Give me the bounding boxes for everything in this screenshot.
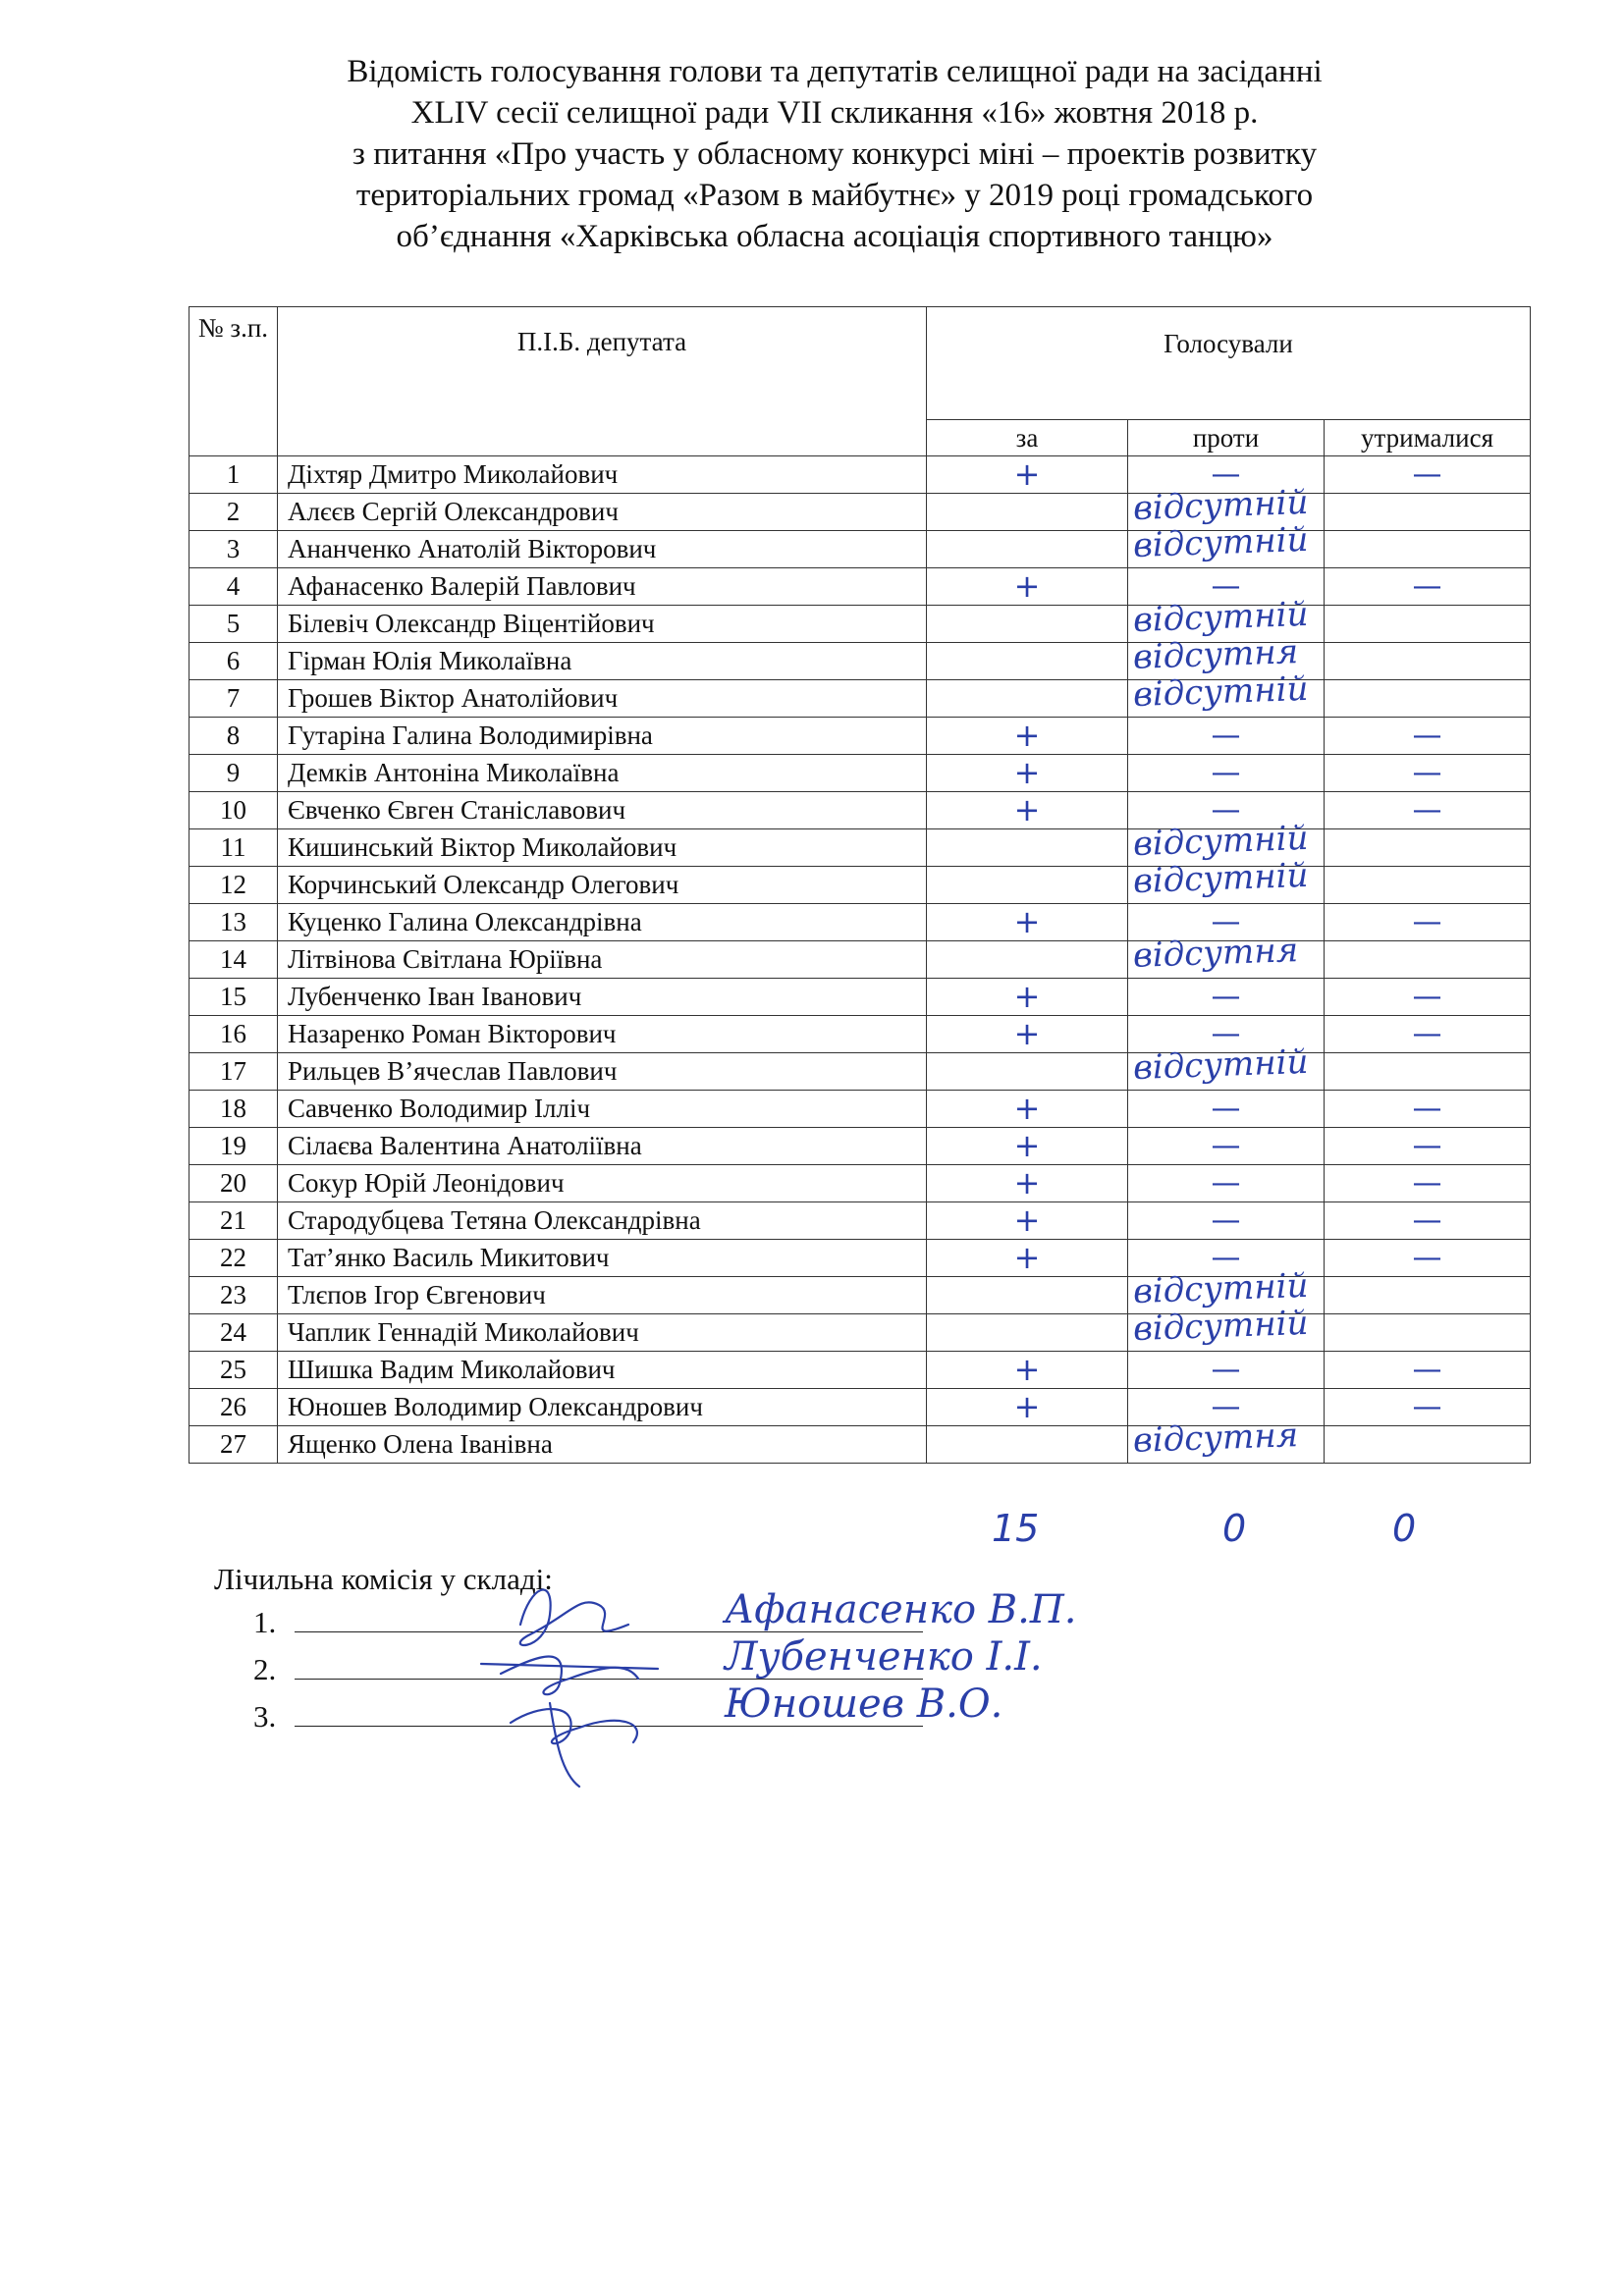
deputy-name: Алєєв Сергій Олександрович — [278, 494, 927, 531]
vote-against-cell — [1128, 1352, 1325, 1389]
vote-for-cell — [927, 1016, 1128, 1053]
vote-abstained-cell — [1325, 494, 1531, 531]
dash-mark: — — [1211, 756, 1241, 790]
plus-mark: + — [1013, 1127, 1041, 1164]
deputy-name: Літвінова Світлана Юріївна — [278, 941, 927, 979]
total-against: 0 — [1222, 1507, 1247, 1550]
row-number: 22 — [189, 1240, 278, 1277]
plus-mark: + — [1013, 791, 1041, 828]
vote-abstained-cell — [1325, 718, 1531, 755]
absent-handwritten-mark: відсутній — [1131, 818, 1309, 864]
dash-mark: — — [1211, 719, 1241, 753]
header-against: проти — [1128, 420, 1325, 456]
absent-handwritten-mark: відсутній — [1131, 1303, 1309, 1349]
vote-against-cell — [1128, 1165, 1325, 1202]
absent-handwritten-mark: відсутній — [1131, 668, 1309, 715]
vote-for-cell — [927, 1091, 1128, 1128]
dash-mark: — — [1211, 1241, 1241, 1275]
vote-abstained-cell — [1325, 1352, 1531, 1389]
table-row — [189, 755, 1531, 792]
member-name: Афанасенко В.П. — [725, 1587, 1077, 1632]
vote-for-cell — [927, 1128, 1128, 1165]
row-number: 9 — [189, 755, 278, 792]
deputy-name: Тат’янко Василь Микитович — [278, 1240, 927, 1277]
vote-for-cell — [927, 979, 1128, 1016]
vote-abstained-cell — [1325, 1277, 1531, 1314]
vote-for-cell — [927, 1240, 1128, 1277]
row-number: 3 — [189, 531, 278, 568]
vote-abstained-cell — [1325, 1202, 1531, 1240]
row-number: 15 — [189, 979, 278, 1016]
title-line: територіальних громад «Разом в майбутнє» у 2019 році громадського — [355, 178, 1314, 213]
row-number: 12 — [189, 867, 278, 904]
table-row — [189, 1314, 1531, 1352]
table-row — [189, 1277, 1531, 1314]
dash-mark: — — [1412, 793, 1442, 828]
row-number: 13 — [189, 904, 278, 941]
table-row — [189, 1091, 1531, 1128]
plus-mark: + — [1013, 1201, 1041, 1239]
vote-for-cell — [927, 1165, 1128, 1202]
vote-for-cell — [927, 1352, 1128, 1389]
plus-mark: + — [1013, 1388, 1041, 1425]
table-row — [189, 1389, 1531, 1426]
vote-abstained-cell — [1325, 1128, 1531, 1165]
row-number: 2 — [189, 494, 278, 531]
deputy-name: Кишинський Віктор Миколайович — [278, 829, 927, 867]
row-number: 10 — [189, 792, 278, 829]
title-line: об’єднання «Харківська обласна асоціація спортивного танцю» — [396, 219, 1273, 254]
vote-abstained-cell — [1325, 1389, 1531, 1426]
dash-mark: — — [1412, 1203, 1442, 1238]
vote-abstained-cell — [1325, 792, 1531, 829]
row-number: 19 — [189, 1128, 278, 1165]
table-row — [189, 941, 1531, 979]
dash-mark: — — [1412, 1092, 1442, 1126]
deputy-name: Гірман Юлія Миколаївна — [278, 643, 927, 680]
deputy-name: Сокур Юрій Леонідович — [278, 1165, 927, 1202]
commission-label: Лічильна комісія у складі: — [214, 1562, 553, 1596]
title-line: XLIV сесії селищної ради VII скликання «16» жовтня 2018 р. — [410, 95, 1259, 131]
deputy-name: Гутаріна Галина Володимирівна — [278, 718, 927, 755]
row-number: 27 — [189, 1426, 278, 1464]
header-name: П.І.Б. депутата — [278, 307, 927, 456]
deputy-name: Білевіч Олександр Віцентійович — [278, 606, 927, 643]
plus-mark: + — [1013, 754, 1041, 791]
vote-abstained-cell — [1325, 643, 1531, 680]
row-number: 7 — [189, 680, 278, 718]
dash-mark: — — [1412, 569, 1442, 604]
vote-abstained-cell — [1325, 979, 1531, 1016]
header-num: № з.п. — [189, 307, 278, 456]
vote-abstained-cell — [1325, 904, 1531, 941]
table-row — [189, 904, 1531, 941]
title-line: Відомість голосування голови та депутатів селищної ради на засіданні — [347, 54, 1323, 89]
vote-abstained-cell — [1325, 1240, 1531, 1277]
row-number: 8 — [189, 718, 278, 755]
dash-mark: — — [1211, 457, 1241, 492]
deputy-name: Грошев Віктор Анатолійович — [278, 680, 927, 718]
vote-abstained-cell — [1325, 531, 1531, 568]
row-number: 6 — [189, 643, 278, 680]
deputy-name: Афанасенко Валерій Павлович — [278, 568, 927, 606]
deputy-name: Стародубцева Тетяна Олександрівна — [278, 1202, 927, 1240]
dash-mark: — — [1412, 980, 1442, 1014]
dash-mark: — — [1412, 1129, 1442, 1163]
table-row — [189, 606, 1531, 643]
row-number: 26 — [189, 1389, 278, 1426]
table-row — [189, 1016, 1531, 1053]
vote-abstained-cell — [1325, 606, 1531, 643]
vote-for-cell — [927, 1426, 1128, 1464]
table-row — [189, 979, 1531, 1016]
dash-mark: — — [1211, 569, 1241, 604]
deputy-name: Рильцев В’ячеслав Павлович — [278, 1053, 927, 1091]
dash-mark: — — [1412, 905, 1442, 939]
dash-mark: — — [1412, 1353, 1442, 1387]
row-number: 24 — [189, 1314, 278, 1352]
voting-table — [189, 306, 1531, 1464]
deputy-name: Шишка Вадим Миколайович — [278, 1352, 927, 1389]
table-row — [189, 829, 1531, 867]
row-number: 5 — [189, 606, 278, 643]
deputy-name: Корчинський Олександр Олегович — [278, 867, 927, 904]
dash-mark: — — [1211, 1092, 1241, 1126]
deputy-name: Ященко Олена Іванівна — [278, 1426, 927, 1464]
row-number: 23 — [189, 1277, 278, 1314]
header-for: за — [927, 420, 1128, 456]
absent-handwritten-mark: відсутній — [1131, 1265, 1309, 1311]
vote-for-cell — [927, 792, 1128, 829]
dash-mark: — — [1412, 756, 1442, 790]
vote-for-cell — [927, 1202, 1128, 1240]
table-row — [189, 1352, 1531, 1389]
table-row — [189, 643, 1531, 680]
plus-mark: + — [1013, 903, 1041, 940]
dash-mark: — — [1412, 1166, 1442, 1201]
plus-mark: + — [1013, 1090, 1041, 1127]
deputy-name: Ананченко Анатолій Вікторович — [278, 531, 927, 568]
table-row — [189, 1128, 1531, 1165]
table-row — [189, 494, 1531, 531]
vote-against-cell — [1128, 979, 1325, 1016]
vote-abstained-cell — [1325, 680, 1531, 718]
absent-handwritten-mark: відсутня — [1131, 1415, 1299, 1461]
row-number: 18 — [189, 1091, 278, 1128]
member-name: Юношев В.О. — [725, 1682, 1003, 1727]
vote-abstained-cell — [1325, 1016, 1531, 1053]
dash-mark: — — [1412, 457, 1442, 492]
vote-for-cell — [927, 829, 1128, 867]
plus-mark: + — [1013, 1239, 1041, 1276]
dash-mark: — — [1412, 1390, 1442, 1424]
vote-for-cell — [927, 1314, 1128, 1352]
vote-for-cell — [927, 494, 1128, 531]
table-row — [189, 1053, 1531, 1091]
plus-mark: + — [1013, 1351, 1041, 1388]
row-number: 21 — [189, 1202, 278, 1240]
plus-mark: + — [1013, 978, 1041, 1015]
row-number: 1 — [189, 456, 278, 494]
vote-against-cell — [1128, 755, 1325, 792]
table-row — [189, 867, 1531, 904]
vote-abstained-cell — [1325, 829, 1531, 867]
vote-for-cell — [927, 904, 1128, 941]
vote-for-cell — [927, 867, 1128, 904]
table-row — [189, 456, 1531, 494]
header-abstained: утрималися — [1325, 420, 1531, 456]
vote-for-cell — [927, 1053, 1128, 1091]
plus-mark: + — [1013, 717, 1041, 754]
table-row — [189, 1240, 1531, 1277]
title-line: з питання «Про участь у обласному конкурсі міні – проектів розвитку — [352, 136, 1318, 172]
table-row — [189, 531, 1531, 568]
table-row — [189, 792, 1531, 829]
dash-mark: — — [1211, 1166, 1241, 1201]
deputy-name: Сілаєва Валентина Анатоліївна — [278, 1128, 927, 1165]
vote-for-cell — [927, 941, 1128, 979]
row-number: 11 — [189, 829, 278, 867]
vote-against-cell — [1128, 1202, 1325, 1240]
table-row — [189, 1202, 1531, 1240]
deputy-name: Лубенченко Іван Іванович — [278, 979, 927, 1016]
deputy-name: Куценко Галина Олександрівна — [278, 904, 927, 941]
absent-handwritten-mark: відсутній — [1131, 1041, 1309, 1088]
deputy-name: Юношев Володимир Олександрович — [278, 1389, 927, 1426]
member-num: 1. — [253, 1605, 277, 1639]
vote-for-cell — [927, 1389, 1128, 1426]
plus-mark: + — [1013, 455, 1041, 493]
plus-mark: + — [1013, 567, 1041, 605]
dash-mark: — — [1211, 905, 1241, 939]
vote-abstained-cell — [1325, 941, 1531, 979]
table-row — [189, 680, 1531, 718]
member-num: 2. — [253, 1652, 277, 1686]
document-title — [196, 51, 1473, 257]
dash-mark: — — [1211, 793, 1241, 828]
vote-for-cell — [927, 643, 1128, 680]
absent-handwritten-mark: відсутній — [1131, 482, 1309, 528]
dash-mark: — — [1412, 719, 1442, 753]
plus-mark: + — [1013, 1164, 1041, 1201]
dash-mark: — — [1412, 1241, 1442, 1275]
member-name: Лубенченко І.І. — [725, 1634, 1043, 1680]
row-number: 4 — [189, 568, 278, 606]
header-voted: Голосували — [927, 307, 1531, 420]
row-number: 17 — [189, 1053, 278, 1091]
handwritten-signatures — [461, 1556, 717, 1791]
vote-for-cell — [927, 680, 1128, 718]
row-number: 20 — [189, 1165, 278, 1202]
vote-abstained-cell — [1325, 1091, 1531, 1128]
vote-for-cell — [927, 568, 1128, 606]
vote-abstained-cell — [1325, 568, 1531, 606]
dash-mark: — — [1211, 1353, 1241, 1387]
absent-handwritten-mark: відсутній — [1131, 855, 1309, 901]
vote-for-cell — [927, 531, 1128, 568]
table-row — [189, 1165, 1531, 1202]
table-body — [189, 456, 1531, 1464]
vote-for-cell — [927, 606, 1128, 643]
absent-handwritten-mark: відсутній — [1131, 519, 1309, 565]
row-number: 16 — [189, 1016, 278, 1053]
absent-handwritten-mark: відсутня — [1131, 631, 1299, 677]
deputy-name: Назаренко Роман Вікторович — [278, 1016, 927, 1053]
row-number: 25 — [189, 1352, 278, 1389]
vote-abstained-cell — [1325, 755, 1531, 792]
deputy-name: Чаплик Геннадій Миколайович — [278, 1314, 927, 1352]
vote-abstained-cell — [1325, 1314, 1531, 1352]
vote-against-cell — [1128, 718, 1325, 755]
deputy-name: Савченко Володимир Ілліч — [278, 1091, 927, 1128]
vote-abstained-cell — [1325, 456, 1531, 494]
table-row — [189, 718, 1531, 755]
deputy-name: Тлєпов Ігор Євгенович — [278, 1277, 927, 1314]
vote-against-cell — [1128, 1091, 1325, 1128]
deputy-name: Демків Антоніна Миколаївна — [278, 755, 927, 792]
absent-handwritten-mark: відсутній — [1131, 594, 1309, 640]
dash-mark: — — [1211, 980, 1241, 1014]
deputy-name: Діхтяр Дмитро Миколайович — [278, 456, 927, 494]
plus-mark: + — [1013, 1015, 1041, 1052]
member-num: 3. — [253, 1699, 277, 1734]
vote-for-cell — [927, 755, 1128, 792]
vote-abstained-cell — [1325, 1165, 1531, 1202]
vote-against-cell — [1128, 1128, 1325, 1165]
vote-abstained-cell — [1325, 1053, 1531, 1091]
row-number: 14 — [189, 941, 278, 979]
total-for: 15 — [992, 1507, 1040, 1550]
dash-mark: — — [1211, 1390, 1241, 1424]
vote-abstained-cell — [1325, 867, 1531, 904]
dash-mark: — — [1211, 1017, 1241, 1051]
vote-for-cell — [927, 718, 1128, 755]
total-abstained: 0 — [1392, 1507, 1417, 1550]
dash-mark: — — [1412, 1017, 1442, 1051]
dash-mark: — — [1211, 1129, 1241, 1163]
table-row — [189, 1426, 1531, 1464]
vote-for-cell — [927, 456, 1128, 494]
table-row — [189, 568, 1531, 606]
dash-mark: — — [1211, 1203, 1241, 1238]
vote-abstained-cell — [1325, 1426, 1531, 1464]
absent-handwritten-mark: відсутня — [1131, 930, 1299, 976]
deputy-name: Євченко Євген Станіславович — [278, 792, 927, 829]
vote-for-cell — [927, 1277, 1128, 1314]
